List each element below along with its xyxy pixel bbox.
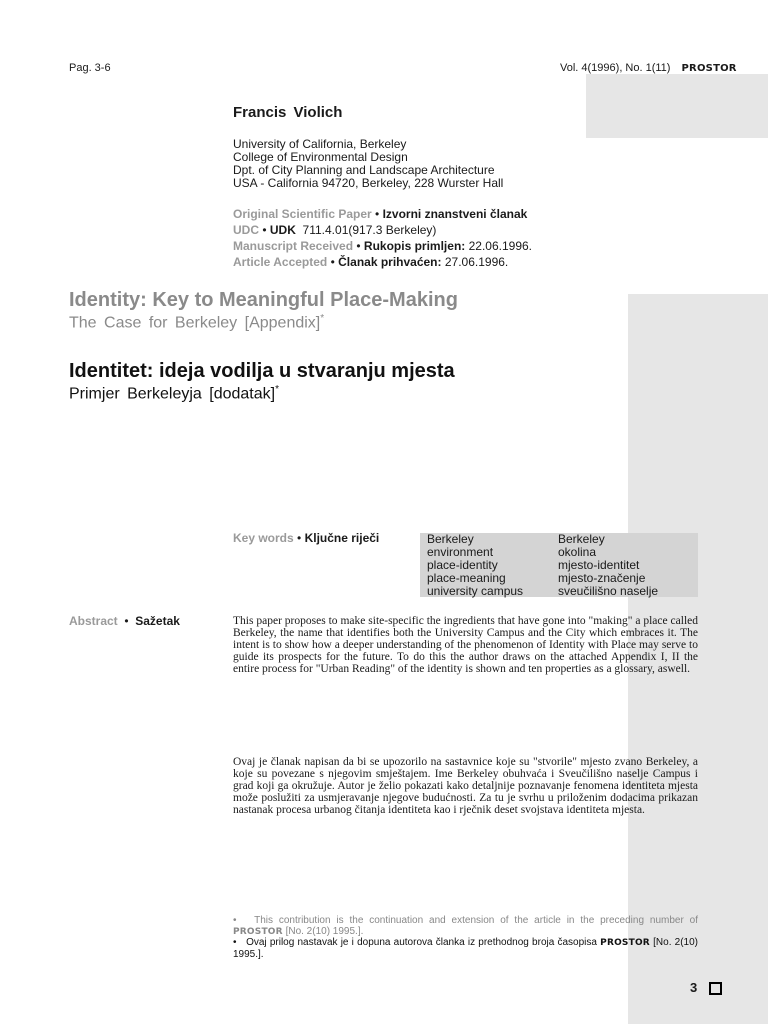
page-range: Pag. 3-6 [69, 62, 111, 74]
volume-info [560, 62, 737, 75]
author-name: Francis Violich [233, 104, 343, 121]
volume-text: Vol. 4(1996), No. 1(11) [560, 62, 671, 74]
page-number: 3 [690, 980, 698, 995]
journal-name: PROSTOR [681, 63, 737, 74]
keyword: environment [427, 545, 494, 559]
keywords-croatian [558, 533, 658, 598]
article-received: Manuscript Received • Rukopis primljen: 22.06.1996. [233, 239, 533, 253]
keyword: mjesto-značenje [558, 571, 646, 585]
article-accepted: Article Accepted • Članak prihvaćen: 27.06.1996. [233, 255, 509, 269]
affiliation-line: Dpt. of City Planning and Landscape Architecture [233, 163, 495, 177]
keyword: university campus [427, 584, 524, 598]
affiliation-line: University of California, Berkeley [233, 137, 407, 151]
bullet: • [233, 937, 237, 948]
keywords-label: Key words • Ključne riječi [233, 531, 380, 545]
keyword: mjesto-identitet [558, 558, 640, 572]
keyword: place-meaning [427, 571, 506, 585]
affiliation-line: USA - California 94720, Berkeley, 228 Wurster Hall [233, 176, 504, 190]
subtitle-english: The Case for Berkeley [Appendix]* [69, 313, 325, 332]
keywords-english [427, 533, 523, 598]
article-metadata [233, 206, 532, 270]
article-type: Original Scientific Paper • Izvorni znanstveni članak [233, 207, 528, 221]
abstract-label: Abstract • Sažetak [69, 614, 180, 628]
header-gray-band [586, 74, 768, 138]
keyword: okolina [558, 545, 597, 559]
abstract-english: This paper proposes to make site-specific the ingredients that have gone into "making" a place called Berkeley, the name that identifies both the University Campus and the City which embraces it. The intent is to show how a deeper understanding of the phenomenon of Identity with Place may serve to guide its prospects for the future. To do this the author draws on the attached Appendix I, II the entire process for "Urban Reading" of the identity is shown and ten properties as a glossary, aswell. [233, 615, 698, 675]
keyword: Berkeley [427, 532, 474, 546]
footnote-croatian: • Ovaj prilog nastavak je i dopuna autorova članka iz prethodnog broja časopisa PROSTOR [No. 2(10) 1995.]. [233, 937, 699, 960]
article-udc: UDC • UDK 711.4.01(917.3 Berkeley) [233, 223, 437, 237]
author-affiliation [233, 138, 503, 190]
footnote-english: • This contribution is the continuation and extension of the article in the preceding number of PROSTOR [No. 2(10) 1995.]. [233, 915, 698, 937]
keyword: sveučilišno naselje [558, 584, 659, 598]
title-croatian: Identitet: ideja vodilja u stvaranju mjesta [69, 360, 455, 382]
abstract-croatian: Ovaj je članak napisan da bi se upozorilo na sastavnice koje su "stvorile" mjesto zvano Berkeley, a koje su povezane s njegovim smještajem. Ime Berkeley obuhvaća i Sveučilišno naselje Campus i grad koji ga okružuje. Autor je želio pokazati kako detaljnije poznavanje fenomena identiteta mjesta može poslužiti za usmjeravanje njegove budućnosti. Za tu je svrhu u priloženim dodacima prikazan nastanak procesa urbanog čitanja identiteta kao i rječnik deset svojstava identiteta mjesta. [233, 756, 698, 816]
affiliation-line: College of Environmental Design [233, 150, 408, 164]
keyword: place-identity [427, 558, 498, 572]
subtitle-croatian: Primjer Berkeleyja [dodatak]* [69, 384, 279, 403]
bullet: • [233, 915, 237, 926]
page-marker-icon [709, 982, 722, 995]
keyword: Berkeley [558, 532, 605, 546]
title-english: Identity: Key to Meaningful Place-Making [69, 289, 458, 311]
